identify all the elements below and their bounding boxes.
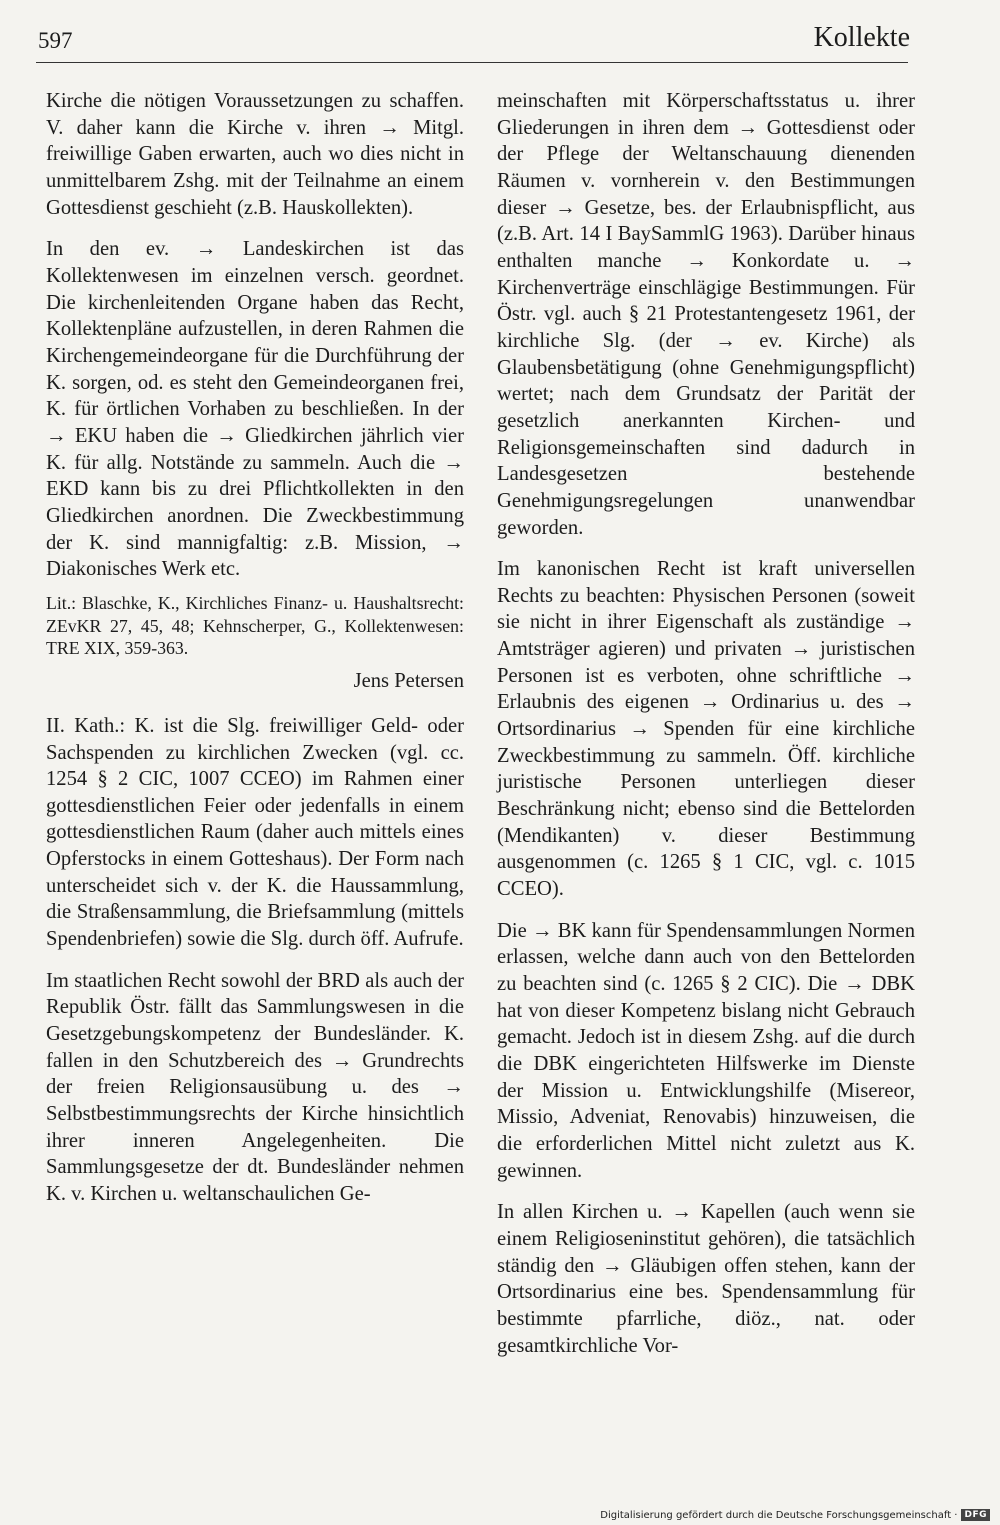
page-number: 597 (38, 28, 73, 53)
author-signature: Jens Petersen (353, 670, 464, 693)
left-column (46, 88, 464, 1223)
paragraph: In den ev. → Landeskirchen ist das Kollektenwesen im einzelnen versch. geordnet. Die kirchenleitenden Organe haben das Recht, Kollektenpläne aufzustellen, in deren Rahmen die Kirchengemeindeorgane für die Durchführung der K. sorgen, od. es steht den Gemeindeorganen frei, K. für örtlichen Vorhaben zu beschließen. In der → EKU haben die → Gliedkirchen jährlich vier K. für allg. Notstände zu sammeln. Auch die → EKD kann bis zu drei Pflichtkollekten in den Gliedkirchen anordnen. Die Zweckbestimmung der K. sind mannigfaltig: z.B. Mission, → Diakonisches Werk etc. (46, 238, 464, 581)
page-header (38, 22, 910, 62)
literature-reference: Lit.: Blaschke, K., Kirchliches Finanz- u. Haushaltsrecht: ZEvKR 27, 45, 48; Kehnscherper, G., Kollektenwesen: TRE XIX, 359-363. (46, 592, 464, 659)
header-rule (36, 62, 908, 63)
paragraph: In allen Kirchen u. → Kapellen (auch wenn sie einem Religioseninstitut gehören), die tatsächlich ständig den → Gläubigen offen stehen, kann der Ortsordinarius eine bes. Spendensammlung für bestimmte pfarrliche, diöz., nat. oder gesamtkirchliche Vor- (497, 1201, 915, 1357)
digitization-footer (600, 1509, 990, 1521)
paragraph: Im staatlichen Recht sowohl der BRD als auch der Republik Östr. fällt das Sammlungswesen in die Gesetzgebungskompetenz der Bundesländer. K. fallen in den Schutzbereich des → Grundrechts der freien Religionsausübung u. des → Selbstbestimmungsrechts der Kirche hinsichtlich ihrer inneren Angelegenheiten. Die Sammlungsgesetze der dt. Bundesländer nehmen K. v. Kirchen u. weltanschaulichen Ge- (46, 969, 464, 1206)
paragraph: Kirche die nötigen Voraussetzungen zu schaffen. V. daher kann die Kirche v. ihren → Mitgl. freiwillige Gaben erwarten, auch wo dies nicht in unmittelbarem Zshg. mit der Teilnahme an einem Gottesdienst geschieht (z.B. Hauskollekten). (46, 90, 464, 219)
paragraph: Im kanonischen Recht ist kraft universellen Rechts zu beachten: Physischen Personen (soweit sie nicht in ihrer Eigenschaft als zuständige → Amtsträger agieren) und privaten → juristischen Personen ist es verboten, ohne schriftliche → Erlaubnis des eigenen → Ordinarius u. des → Ortsordinarius → Spenden für eine kirchliche Zweckbestimmung zu sammeln. Öff. kirchliche juristische Personen unterliegen dieser Beschränkung nicht; ebenso sind die Bettelorden (Mendikanten) v. dieser Bestimmung ausgenommen (c. 1265 § 1 CIC, vgl. c. 1015 CCEO). (497, 558, 915, 901)
paragraph: Die → BK kann für Spendensammlungen Normen erlassen, welche dann auch von den Bettelorden zu beachten sind (c. 1265 § 2 CIC). Die → DBK hat von dieser Kompetenz bislang nicht Gebrauch gemacht. Jedoch ist in diesem Zshg. auf die durch die DBK eingerichteten Hilfswerke im Dienste der Mission u. Entwicklungshilfe (Misereor, Missio, Adveniat, Renovabis) hinzuweisen, die die erforderlichen Mittel nicht zuletzt aus K. gewinnen. (497, 919, 915, 1182)
paragraph: II. Kath.: K. ist die Slg. freiwilliger Geld- oder Sachspenden zu kirchlichen Zwecken (vgl. cc. 1254 § 2 CIC, 1007 CCEO) im Rahmen einer gottesdienstlichen Feier oder jedenfalls in einem gottesdienstlichen Raum (daher auch mittels eines Opferstocks in einem Gotteshaus). Der Form nach unterscheidet sich v. der K. die Haussammlung, die Straßensammlung, die Briefsammlung (mittels Spendenbriefen) sowie die Slg. durch öff. Aufrufe. (46, 714, 464, 951)
running-head: Kollekte (813, 22, 910, 53)
right-column (497, 88, 915, 1374)
footer-text: Digitalisierung gefördert durch die Deutsche Forschungsgemeinschaft · (600, 1509, 958, 1521)
paragraph: meinschaften mit Körperschaftsstatus u. ihrer Gliederungen in ihren dem → Gottesdienst oder der Pflege der Weltanschauung dienenden Räumen v. vornherein v. den Bestimmungen dieser → Gesetze, bes. der Erlaubnispflicht, aus (z.B. Art. 14 I BaySammlG 1963). Darüber hinaus enthalten manche → Konkordate u. → Kirchenverträge einschlägige Bestimmungen. Für Östr. vgl. auch § 21 Protestantengesetz 1961, der kirchliche Slg. (der → ev. Kirche) als Glaubensbetätigung (ohne Genehmigungspflicht) wertet; nach dem Grundsatz der Parität der gesetzlich anerkannten Kirchen- und Religionsgemeinschaften sind dadurch in Landesgesetzen bestehende Genehmigungsregelungen unanwendbar geworden. (497, 90, 915, 539)
dfg-logo: DFG (961, 1509, 990, 1521)
